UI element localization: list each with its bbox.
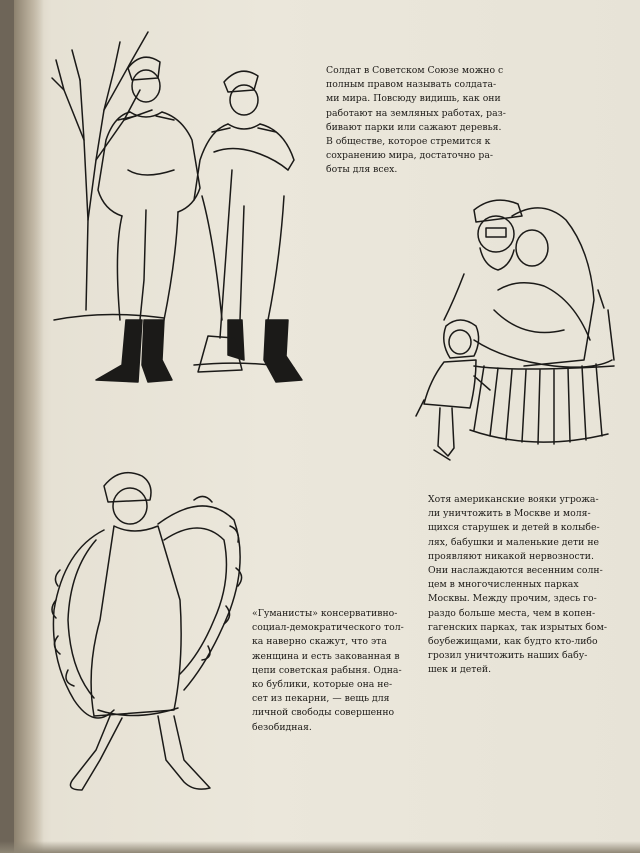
text-line: В обществе, которое стремится к [326, 136, 491, 148]
book-page [14, 0, 640, 853]
text-line: безобидная. [252, 721, 312, 733]
soldiers-illustration [44, 20, 324, 400]
text-line: ко бублики, которые она не- [252, 679, 393, 691]
text-line: боубежищами, как будто кто-либо [428, 636, 598, 648]
text-line: цем в многочисленных парках [428, 579, 579, 591]
text-line: цепи советская рабыня. Одна- [252, 664, 402, 676]
text-line: лях, бабушки и маленькие дети не [428, 536, 600, 548]
text-line: полным правом называть солдата- [326, 79, 497, 91]
text-line: Они наслаждаются весенним солн- [428, 565, 603, 577]
soldiers-caption [326, 64, 506, 178]
text-line: Солдат в Советском Союзе можно с [326, 65, 504, 76]
text-line: бивают парки или сажают деревья. [326, 121, 502, 133]
text-line: шек и детей. [428, 664, 492, 676]
bagels-caption [252, 607, 426, 735]
grandmothers-caption [428, 493, 624, 678]
text-line: раздо больше места, чем в копен- [428, 607, 596, 619]
text-line: работают на земляных работах, раз- [326, 107, 506, 119]
text-line: «Гуманисты» консервативно- [252, 608, 398, 619]
text-line: щихся старушек и детей в колыбе- [428, 522, 600, 534]
text-line: социал-демократического тол- [252, 622, 404, 634]
text-line: сет из пекарни, — вещь для [252, 693, 390, 705]
text-line: сохранению мира, достаточно ра- [326, 150, 493, 162]
page-bottom-shadow [0, 841, 640, 853]
text-line: ка наверно скажут, что эта [252, 636, 387, 648]
text-line: гагенских парках, так изрытых бом- [428, 621, 607, 633]
text-line: Хотя американские вояки угрожа- [428, 494, 599, 505]
text-line: проявляют никакой нервозности. [428, 550, 594, 562]
text-line: ми мира. Повсюду видишь, как они [326, 93, 501, 105]
grandmother-child-illustration [394, 190, 624, 480]
text-line: Москвы. Между прочим, здесь го- [428, 593, 597, 605]
text-line: боты для всех. [326, 164, 398, 176]
text-line: личной свободы совершенно [252, 707, 395, 719]
text-line: грозил уничтожить наших бабу- [428, 650, 588, 662]
text-line: женщина и есть закованная в [252, 650, 400, 662]
text-line: ли уничтожить в Москве и моля- [428, 508, 591, 520]
woman-with-bagels-illustration [34, 460, 264, 800]
